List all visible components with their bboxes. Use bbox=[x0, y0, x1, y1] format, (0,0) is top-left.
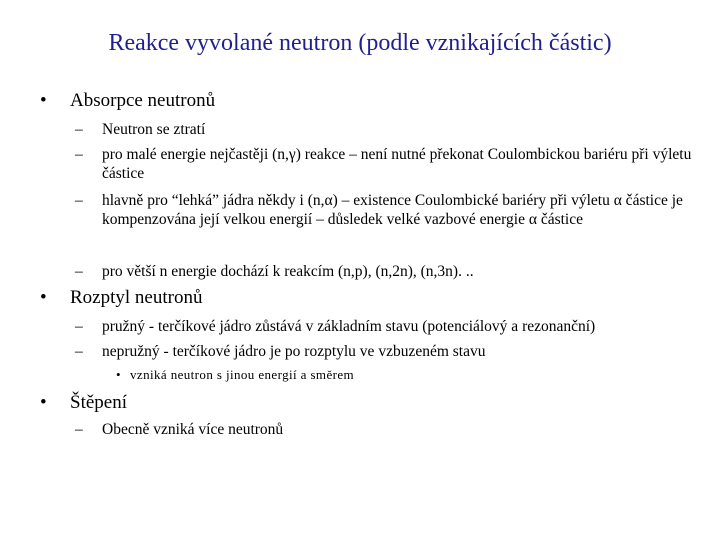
bullet: • bbox=[116, 367, 121, 382]
list-item bbox=[75, 420, 695, 439]
dash: – bbox=[75, 192, 83, 209]
dash: – bbox=[75, 343, 83, 360]
list-item bbox=[75, 191, 695, 229]
item-text: hlavně pro “lehká” jádra někdy i (n,α) – existence Coulombické bariéry při výletu α částice je kompenzována její velkou energií – důsledek velké vazbové energie α částice bbox=[102, 192, 683, 228]
dash: – bbox=[75, 318, 83, 335]
list-item bbox=[75, 145, 695, 183]
bullet: • bbox=[40, 287, 47, 308]
dash: – bbox=[75, 146, 83, 163]
item-text: pro malé energie nejčastěji (n,γ) reakce – není nutné překonat Coulombickou bariéru při výletu částice bbox=[102, 146, 692, 182]
section-heading: Rozptyl neutronů bbox=[70, 287, 203, 308]
dash: – bbox=[75, 263, 83, 280]
item-text: pro větší n energie dochází k reakcím (n,p), (n,2n), (n,3n). .. bbox=[102, 263, 474, 280]
slide-title: Reakce vyvolané neutron (podle vznikajících částic) bbox=[108, 30, 612, 56]
list-item bbox=[75, 317, 695, 336]
list-item bbox=[75, 262, 695, 281]
item-text: pružný - terčíkové jádro zůstává v základním stavu (potenciálový a rezonanční) bbox=[102, 318, 596, 335]
list-item bbox=[75, 342, 695, 361]
bullet: • bbox=[40, 392, 47, 413]
bullet: • bbox=[40, 90, 47, 111]
section-heading: Štěpení bbox=[70, 392, 127, 413]
item-text: nepružný - terčíkové jádro je po rozptylu ve vzbuzeném stavu bbox=[102, 343, 486, 360]
list-item bbox=[75, 120, 695, 139]
item-text: Obecně vzniká více neutronů bbox=[102, 421, 284, 438]
dash: – bbox=[75, 121, 83, 138]
sub-item-text: vzniká neutron s jinou energií a směrem bbox=[130, 367, 355, 382]
dash: – bbox=[75, 421, 83, 438]
item-text: Neutron se ztratí bbox=[102, 121, 206, 138]
section-heading: Absorpce neutronů bbox=[70, 90, 216, 111]
